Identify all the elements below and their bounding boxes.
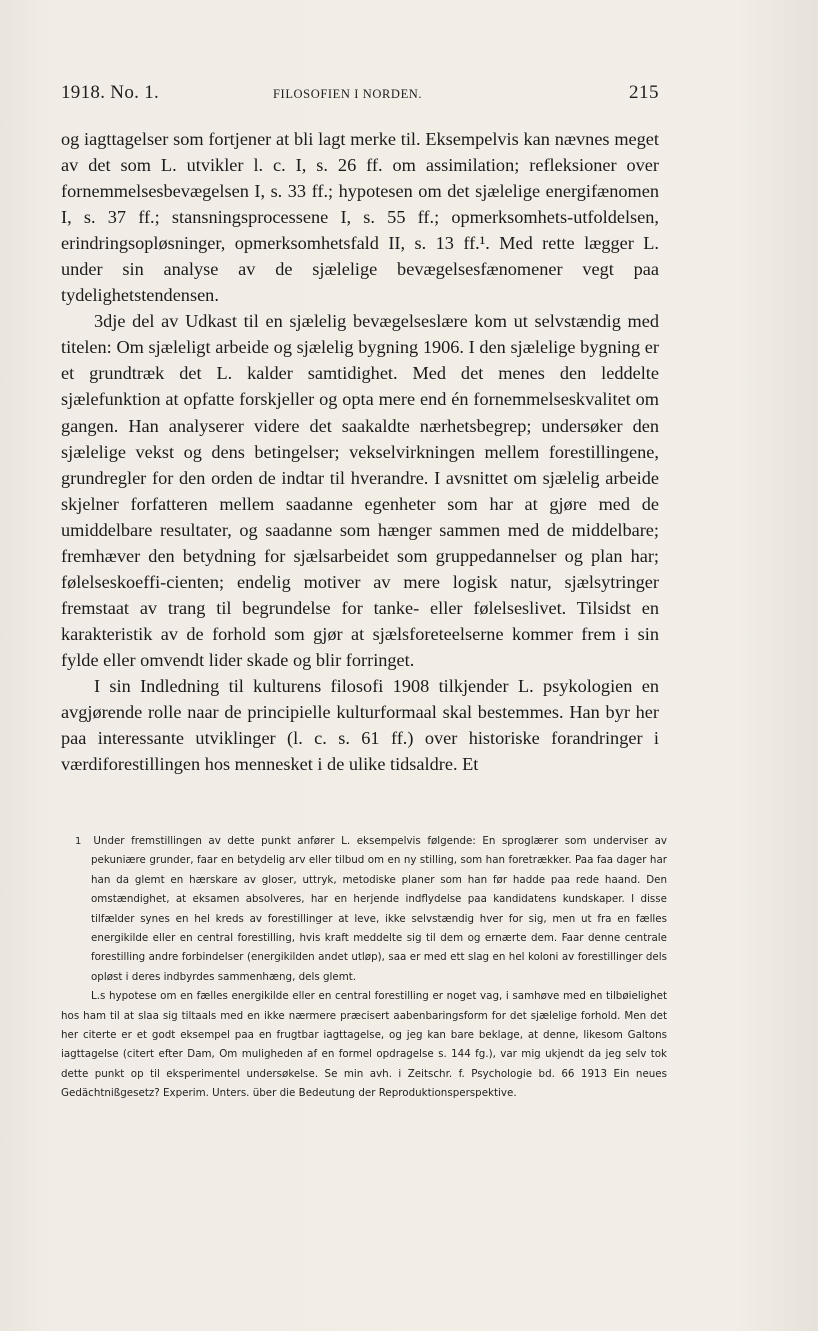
header-title: FILOSOFIEN I NORDEN.	[273, 87, 423, 101]
body-paragraph-3: I sin Indledning til kulturens filosofi 1908 tilkjender L. psykologien en avgjørende rolle naar de principielle kulturformaal skal bestemmes. Han byr her paa interessante utviklinger (l. c. s. 61 ff.) over historiske forandringer i værdiforestillingen hos mennesket i de ulike tidsaldre. Et	[61, 675, 659, 775]
body-text	[61, 126, 659, 777]
page-number: 215	[629, 82, 659, 103]
body-paragraph-1: og iagttagelser som fortjener at bli lagt merke til. Eksempelvis kan nævnes meget av det som L. utvikler l. c. I, s. 26 ff. om assimilation; refleksioner over fornemmelsesbevægelsen I, s. 33 ff.; hypotesen om det sjælelige energifænomen I, s. 37 ff.; stansningsprocessene I, s. 55 ff.; opmerksomhets-utfoldelsen, erindringsopløsninger, opmerksomhetsfald II, s. 13 ff.¹. Med rette lægger L. under sin analyse av de sjælelige bevægelsesfænomener vegt paa tydelighetstendensen.	[61, 129, 659, 306]
footnote-1-text: Under fremstillingen av dette punkt anfører L. eksempelvis følgende: En sproglærer som underviser av pekuniære grunder, faar en betydelig arv eller tilbud om en ny stilling, som han foretrækker. Paa faa dager har han da glemt en hærskare av gloser, uttryk, metodiske planer som han før hadde paa rede haand. Den omstændighet, at eksamen absolveres, har en herjende indflydelse paa kandidatens kundskaper. I disse tilfælder synes en hel kreds av forestillinger at leve, ikke selvstændig hver for sig, men ut fra en fælles energikilde eller en central forestilling, hvis kraft meddelte sig til dem og ernærte dem. Faar denne centrale forestilling andre forbindelser (energikilden andet utløp), saa er med ett slag en hel koloni av forestillinger dels opløst i deres indbyrdes sammenhæng, dels glemt.	[91, 835, 667, 983]
footnote-marker: 1	[75, 836, 82, 847]
header-issue: 1918. No. 1.	[61, 82, 160, 103]
footnote-1	[61, 832, 667, 987]
footnotes	[61, 832, 667, 1104]
body-paragraph-2: 3dje del av Udkast til en sjælelig bevægelseslære kom ut selvstændig med titelen: Om sjæleligt arbeide og sjælelig bygning 1906. I den sjælelige bygning er et grundtræk det L. kalder samtidighet. Med det menes den leddelte sjælefunktion at opfatte forskjeller og opta mere end én fornemmelseskvalitet om gangen. Han analyserer videre det saakaldte nærhetsbegrep; undersøker den sjælelige vekst og dens betingelser; vekselvirkningen mellem forestillingene, grundregler for den orden de indtar til hverandre. I avsnittet om sjælelig arbeide skjelner forfatteren mellem saadanne egenheter som har at gjøre med de umiddelbare resultater, og saadanne som hænger sammen med de middelbare; fremhæver den betydning for sjælsarbeidet som gruppedannelser og plan har; følelseskoeffi-cienten; endelig motiver av mere logisk natur, sjælsytringer fremstaat av trang til begrundelse for tanke- eller følelseslivet. Tilsidst en karakteristik av de forhold som gjør at sjælsforeteelserne kommer frem i sin fylde eller omvendt lider skade og blir forringet.	[61, 311, 659, 670]
footnote-1-continuation: L.s hypotese om en fælles energikilde eller en central forestilling er noget vag, i samhøve med en tilbøielighet hos ham til at slaa sig tiltaals med en ikke nærmere præcisert aabenbaringsform for det sjælelige forhold. Men det her citerte er et godt eksempel paa en frugtbar iagttagelse, og jeg kan bare beklage, at denne, likesom Galtons iagttagelse (citert efter Dam, Om muligheden af en formel opdragelse s. 144 fg.), var mig ukjendt da jeg selv tok dette punkt op til eksperimentel undersøkelse. Se min avh. i Zeitschr. f. Psychologie bd. 66 1913 Ein neues Gedächtnißgesetz? Experim. Unters. über die Bedeutung der Reproduktionsperspektive.	[61, 990, 667, 1100]
running-header	[61, 82, 659, 108]
